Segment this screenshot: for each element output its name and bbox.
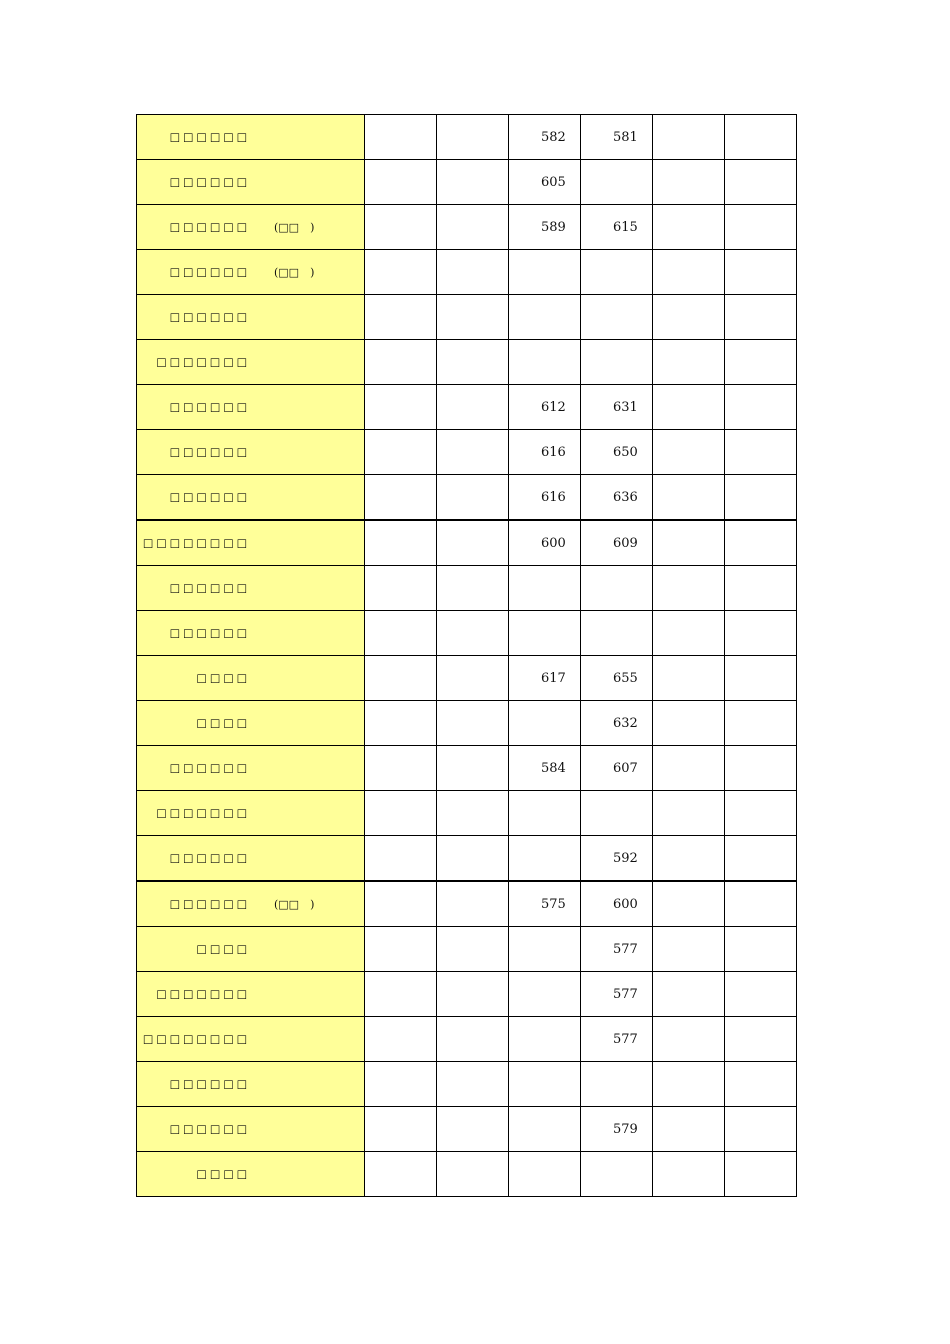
table-row — [137, 791, 797, 836]
value-cell — [509, 566, 581, 611]
value-cell — [509, 1107, 581, 1152]
value-cell — [581, 1152, 653, 1197]
cell-value: 589 — [541, 219, 566, 235]
cell-value: 584 — [541, 760, 566, 776]
value-cell — [365, 791, 437, 836]
table-row — [137, 746, 797, 791]
value-cell — [509, 656, 581, 701]
value-cell — [653, 205, 725, 250]
cell-value: 577 — [613, 1031, 638, 1047]
value-cell — [653, 1107, 725, 1152]
value-cell — [725, 430, 797, 475]
value-cell — [653, 340, 725, 385]
table-row — [137, 115, 797, 160]
row-label-cell — [137, 656, 365, 701]
value-cell — [365, 295, 437, 340]
value-cell — [437, 385, 509, 430]
value-cell — [509, 250, 581, 295]
table-row — [137, 611, 797, 656]
cell-value: 607 — [613, 760, 638, 776]
value-cell — [725, 927, 797, 972]
value-cell — [653, 430, 725, 475]
value-cell — [365, 836, 437, 882]
value-cell — [653, 295, 725, 340]
row-label-cell — [137, 115, 365, 160]
row-label-cell — [137, 160, 365, 205]
value-cell — [509, 430, 581, 475]
row-label-cell — [137, 250, 365, 295]
value-cell — [581, 566, 653, 611]
value-cell — [509, 611, 581, 656]
row-label-cell — [137, 475, 365, 521]
value-cell — [581, 205, 653, 250]
value-cell — [725, 972, 797, 1017]
value-cell — [653, 791, 725, 836]
value-cell — [653, 927, 725, 972]
value-cell — [725, 115, 797, 160]
table-row — [137, 295, 797, 340]
value-cell — [437, 295, 509, 340]
row-label: □□□□□□ — [169, 220, 250, 234]
score-table-body — [137, 115, 797, 1197]
value-cell — [509, 1152, 581, 1197]
row-label-cell — [137, 1062, 365, 1107]
table-row — [137, 1152, 797, 1197]
value-cell — [653, 475, 725, 521]
row-label: □□□□ — [196, 1167, 250, 1181]
row-label: □□□□□□□ — [156, 806, 250, 820]
value-cell — [509, 160, 581, 205]
value-cell — [509, 205, 581, 250]
row-label: □□□□□□□ — [156, 355, 250, 369]
value-cell — [437, 430, 509, 475]
row-label-cell — [137, 1107, 365, 1152]
value-cell — [437, 656, 509, 701]
value-cell — [365, 656, 437, 701]
value-cell — [365, 927, 437, 972]
value-cell — [725, 701, 797, 746]
table-row — [137, 340, 797, 385]
cell-value: 600 — [541, 535, 566, 551]
row-label-cell — [137, 881, 365, 927]
value-cell — [365, 701, 437, 746]
value-cell — [653, 1062, 725, 1107]
value-cell — [581, 385, 653, 430]
value-cell — [365, 881, 437, 927]
table-row — [137, 205, 797, 250]
row-label-cell — [137, 430, 365, 475]
value-cell — [509, 1017, 581, 1062]
row-label: □□□□□□□□ — [142, 1032, 250, 1046]
value-cell — [653, 656, 725, 701]
row-label: □□□□□□ — [169, 490, 250, 504]
row-label: □□□□□□ — [169, 175, 250, 189]
cell-value: 655 — [613, 670, 638, 686]
value-cell — [725, 1062, 797, 1107]
value-cell — [581, 160, 653, 205]
value-cell — [365, 611, 437, 656]
table-row — [137, 566, 797, 611]
value-cell — [509, 1062, 581, 1107]
value-cell — [653, 250, 725, 295]
row-label-note: (□□ ) — [274, 266, 315, 279]
cell-value: 636 — [613, 489, 638, 505]
value-cell — [437, 1062, 509, 1107]
row-label: □□□□□□ — [169, 130, 250, 144]
value-cell — [581, 611, 653, 656]
row-label-cell — [137, 746, 365, 791]
cell-value: 600 — [613, 896, 638, 912]
row-label: □□□□□□ — [169, 581, 250, 595]
value-cell — [725, 836, 797, 882]
cell-value: 617 — [541, 670, 566, 686]
cell-value: 582 — [541, 129, 566, 145]
value-cell — [437, 115, 509, 160]
value-cell — [509, 701, 581, 746]
value-cell — [437, 475, 509, 521]
value-cell — [653, 566, 725, 611]
cell-value: 577 — [613, 986, 638, 1002]
cell-value: 616 — [541, 489, 566, 505]
value-cell — [365, 430, 437, 475]
value-cell — [653, 1017, 725, 1062]
row-label: □□□□□□ — [169, 761, 250, 775]
cell-value: 632 — [613, 715, 638, 731]
value-cell — [581, 701, 653, 746]
value-cell — [725, 881, 797, 927]
value-cell — [437, 701, 509, 746]
value-cell — [653, 701, 725, 746]
value-cell — [437, 746, 509, 791]
value-cell — [725, 295, 797, 340]
value-cell — [365, 1152, 437, 1197]
value-cell — [653, 881, 725, 927]
value-cell — [725, 1152, 797, 1197]
value-cell — [581, 115, 653, 160]
value-cell — [725, 611, 797, 656]
value-cell — [509, 927, 581, 972]
row-label: □□□□ — [196, 942, 250, 956]
value-cell — [365, 566, 437, 611]
table-row — [137, 430, 797, 475]
table-row — [137, 1062, 797, 1107]
value-cell — [437, 250, 509, 295]
value-cell — [509, 520, 581, 566]
value-cell — [509, 972, 581, 1017]
row-label: □□□□□□ — [169, 1122, 250, 1136]
value-cell — [581, 430, 653, 475]
value-cell — [725, 160, 797, 205]
value-cell — [365, 160, 437, 205]
value-cell — [581, 1107, 653, 1152]
value-cell — [365, 1107, 437, 1152]
row-label: □□□□□□□ — [156, 987, 250, 1001]
value-cell — [437, 160, 509, 205]
value-cell — [365, 385, 437, 430]
row-label-cell — [137, 295, 365, 340]
table-row — [137, 972, 797, 1017]
score-table — [136, 114, 797, 1197]
value-cell — [509, 115, 581, 160]
cell-value: 581 — [613, 129, 638, 145]
value-cell — [581, 791, 653, 836]
value-cell — [581, 927, 653, 972]
value-cell — [653, 115, 725, 160]
value-cell — [437, 1017, 509, 1062]
value-cell — [581, 881, 653, 927]
row-label: □□□□ — [196, 671, 250, 685]
cell-value: 592 — [613, 850, 638, 866]
value-cell — [581, 475, 653, 521]
value-cell — [653, 385, 725, 430]
value-cell — [581, 972, 653, 1017]
row-label: □□□□□□ — [169, 310, 250, 324]
table-row — [137, 656, 797, 701]
value-cell — [509, 881, 581, 927]
value-cell — [365, 475, 437, 521]
value-cell — [365, 520, 437, 566]
row-label: □□□□□□ — [169, 445, 250, 459]
table-row — [137, 836, 797, 882]
value-cell — [509, 746, 581, 791]
row-label: □□□□□□ — [169, 265, 250, 279]
value-cell — [581, 746, 653, 791]
row-label-cell — [137, 611, 365, 656]
value-cell — [581, 1062, 653, 1107]
value-cell — [725, 746, 797, 791]
cell-value: 575 — [541, 896, 566, 912]
row-label-note: (□□ ) — [274, 898, 315, 911]
value-cell — [581, 340, 653, 385]
value-cell — [653, 160, 725, 205]
value-cell — [725, 1017, 797, 1062]
row-label-note: (□□ ) — [274, 221, 315, 234]
table-row — [137, 385, 797, 430]
value-cell — [509, 836, 581, 882]
row-label-cell — [137, 340, 365, 385]
value-cell — [437, 566, 509, 611]
row-label-cell — [137, 701, 365, 746]
row-label-cell — [137, 972, 365, 1017]
cell-value: 612 — [541, 399, 566, 415]
value-cell — [437, 791, 509, 836]
value-cell — [509, 791, 581, 836]
table-row — [137, 701, 797, 746]
row-label-cell — [137, 385, 365, 430]
value-cell — [365, 250, 437, 295]
value-cell — [725, 566, 797, 611]
row-label-cell — [137, 520, 365, 566]
table-row — [137, 1017, 797, 1062]
value-cell — [581, 1017, 653, 1062]
value-cell — [509, 295, 581, 340]
row-label: □□□□□□ — [169, 400, 250, 414]
row-label-cell — [137, 836, 365, 882]
cell-value: 577 — [613, 941, 638, 957]
value-cell — [437, 1152, 509, 1197]
value-cell — [365, 1017, 437, 1062]
value-cell — [365, 205, 437, 250]
value-cell — [653, 520, 725, 566]
value-cell — [581, 295, 653, 340]
value-cell — [365, 746, 437, 791]
row-label: □□□□□□ — [169, 626, 250, 640]
row-label: □□□□□□ — [169, 1077, 250, 1091]
cell-value: 579 — [613, 1121, 638, 1137]
row-label-cell — [137, 1017, 365, 1062]
value-cell — [581, 656, 653, 701]
value-cell — [437, 881, 509, 927]
value-cell — [437, 205, 509, 250]
value-cell — [725, 791, 797, 836]
row-label-cell — [137, 1152, 365, 1197]
value-cell — [509, 340, 581, 385]
value-cell — [509, 385, 581, 430]
value-cell — [581, 836, 653, 882]
value-cell — [437, 836, 509, 882]
value-cell — [437, 927, 509, 972]
value-cell — [437, 972, 509, 1017]
value-cell — [581, 520, 653, 566]
value-cell — [581, 250, 653, 295]
value-cell — [653, 746, 725, 791]
value-cell — [437, 520, 509, 566]
value-cell — [437, 611, 509, 656]
value-cell — [653, 611, 725, 656]
value-cell — [509, 475, 581, 521]
row-label: □□□□□□ — [169, 851, 250, 865]
value-cell — [725, 520, 797, 566]
cell-value: 650 — [613, 444, 638, 460]
cell-value: 615 — [613, 219, 638, 235]
row-label-cell — [137, 927, 365, 972]
value-cell — [725, 250, 797, 295]
value-cell — [725, 656, 797, 701]
table-row — [137, 927, 797, 972]
row-label-cell — [137, 205, 365, 250]
cell-value: 605 — [541, 174, 566, 190]
table-row — [137, 1107, 797, 1152]
table-row — [137, 520, 797, 566]
row-label: □□□□□□□□ — [142, 536, 250, 550]
value-cell — [725, 385, 797, 430]
row-label: □□□□□□ — [169, 897, 250, 911]
value-cell — [365, 115, 437, 160]
cell-value: 609 — [613, 535, 638, 551]
cell-value: 631 — [613, 399, 638, 415]
row-label-cell — [137, 791, 365, 836]
value-cell — [653, 1152, 725, 1197]
value-cell — [365, 340, 437, 385]
table-row — [137, 160, 797, 205]
value-cell — [725, 1107, 797, 1152]
value-cell — [653, 972, 725, 1017]
value-cell — [725, 475, 797, 521]
value-cell — [725, 340, 797, 385]
value-cell — [365, 1062, 437, 1107]
value-cell — [365, 972, 437, 1017]
cell-value: 616 — [541, 444, 566, 460]
value-cell — [653, 836, 725, 882]
table-row — [137, 881, 797, 927]
table-row — [137, 475, 797, 521]
value-cell — [437, 340, 509, 385]
value-cell — [725, 205, 797, 250]
table-row — [137, 250, 797, 295]
row-label: □□□□ — [196, 716, 250, 730]
row-label-cell — [137, 566, 365, 611]
value-cell — [437, 1107, 509, 1152]
